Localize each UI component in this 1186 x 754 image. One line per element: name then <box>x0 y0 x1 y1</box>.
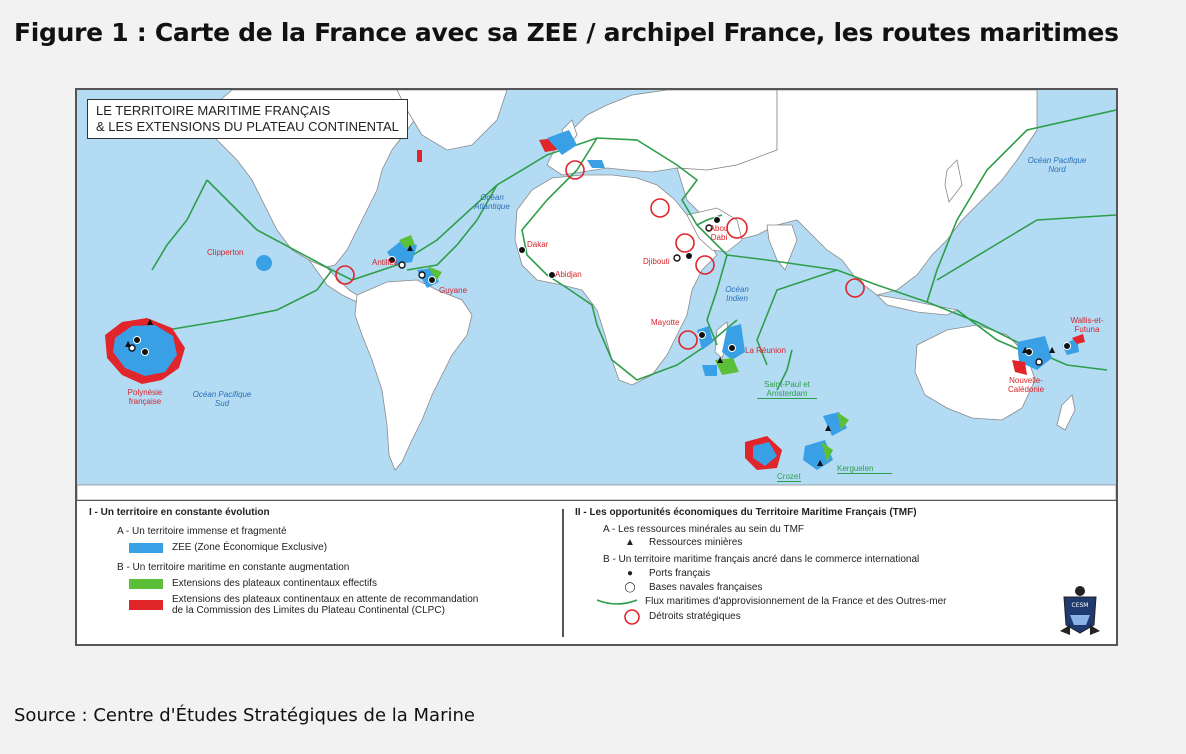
ocean-indien-label: Océan Indien <box>725 285 749 303</box>
legend-ports-text: Ports français <box>649 568 711 579</box>
legend-section-2 <box>575 507 946 626</box>
svg-text:▲: ▲ <box>817 458 824 467</box>
legend-flux-row <box>595 596 946 608</box>
clipperton-label: Clipperton <box>207 248 244 257</box>
map-drawing <box>77 90 1116 500</box>
legend-detroits-text: Détroits stratégiques <box>649 611 741 622</box>
ocean-pacifique-sud-label: Océan Pacifique Sud <box>192 390 252 408</box>
legend-sub-b: B - Un territoire maritime en constante augmentation <box>117 562 350 573</box>
legend-ports-row <box>623 568 946 579</box>
legend-ext-effectifs-row <box>129 578 478 589</box>
new-zealand <box>1057 395 1075 430</box>
ocean-atlantique-label: Océan Atlantique <box>474 193 510 211</box>
legend-ressources-text: Ressources minières <box>649 537 743 548</box>
legend-sub-a: A - Un territoire immense et fragmenté <box>117 526 287 537</box>
land-masses <box>77 90 1116 500</box>
svg-text:▲: ▲ <box>1049 345 1056 354</box>
svg-text:▲: ▲ <box>407 243 414 252</box>
greenland <box>397 90 507 150</box>
clipperton-zee <box>256 255 272 271</box>
legend-sub2-a: A - Les ressources minérales au sein du TMF <box>603 524 805 535</box>
svg-text:▲: ▲ <box>1022 345 1029 354</box>
mayotte-label: Mayotte <box>651 318 680 327</box>
legend-ext-attente-line1: Extensions des plateaux continentaux en attente de recommandation <box>172 594 479 605</box>
antarctica <box>77 485 1116 500</box>
source-caption: Source : Centre d'Études Stratégiques de la Marine <box>14 705 475 726</box>
legend-section1-title: I - Un territoire en constante évolution <box>89 507 270 518</box>
cesm-logo <box>1058 585 1102 637</box>
la-reunion-label: La Réunion <box>745 346 786 355</box>
wallis-label: Wallis-et-Futuna <box>1070 316 1104 334</box>
polynesie-label: Polynésie française <box>127 388 163 406</box>
crozet-label: Crozet <box>777 472 801 481</box>
legend-ext-effectifs-text: Extensions des plateaux continentaux effectifs <box>172 578 377 589</box>
saint-paul-label: Saint-Paul et Amsterdam <box>757 380 817 399</box>
legend-detroits-row <box>623 611 946 626</box>
abidjan-label: Abidjan <box>555 270 582 279</box>
world-map <box>77 90 1116 500</box>
route-line-icon <box>595 596 639 608</box>
legend-sub2-b: B - Un territoire maritime français ancré dans le commerce international <box>603 554 920 565</box>
legend-ressources-row <box>623 537 946 548</box>
antilles-label: Antilles <box>372 258 398 267</box>
legend-zee-row <box>129 542 478 553</box>
red-swatch <box>129 600 163 610</box>
guyane-label: Guyane <box>439 286 468 295</box>
nouvelle-caledonie-label: Nouvelle-Calédonie <box>1007 376 1045 394</box>
dakar-label: Dakar <box>527 240 549 249</box>
map-title-line2: & LES EXTENSIONS DU PLATEAU CONTINENTAL <box>96 119 399 134</box>
legend-section-1 <box>89 507 478 616</box>
svg-text:▲: ▲ <box>147 317 154 326</box>
mineral-resource-icon: ▲ <box>625 537 635 548</box>
kerguelen-label: Kerguelen <box>837 464 892 474</box>
map-title <box>87 99 408 139</box>
svg-text:▲: ▲ <box>825 423 832 432</box>
saint-pierre <box>417 150 422 162</box>
abou-dabi-label: Abou Dabi <box>709 224 729 242</box>
legend-flux-text: Flux maritimes d'approvisionnement de la France et des Outres-mer <box>645 596 947 607</box>
djibouti-label: Djibouti <box>643 257 670 266</box>
map-title-line1: LE TERRITOIRE MARITIME FRANÇAIS <box>96 103 331 118</box>
port-icon: ● <box>626 568 634 579</box>
legend <box>77 500 1116 645</box>
figure-title: Figure 1 : Carte de la France avec sa ZEE / archipel France, les routes maritimes <box>14 18 1119 47</box>
legend-zee-text: ZEE (Zone Économique Exclusive) <box>172 542 328 553</box>
legend-bases-text: Bases navales françaises <box>649 582 763 593</box>
legend-section2-title: II - Les opportunités économiques du Territoire Maritime Français (TMF) <box>575 507 917 518</box>
south-america <box>355 280 472 470</box>
svg-text:CESM: CESM <box>1071 602 1089 609</box>
strait-circle-icon <box>623 608 641 626</box>
naval-base-icon: ◯ <box>624 582 636 593</box>
tromelin-zee <box>702 365 717 376</box>
central-america <box>309 260 362 302</box>
green-swatch <box>129 579 163 589</box>
legend-ext-attente-line2: de la Commission des Limites du Plateau Continental (CLPC) <box>172 605 445 616</box>
ocean-pacifique-nord-label: Océan Pacifique Nord <box>1027 156 1087 174</box>
map-figure <box>75 88 1118 646</box>
legend-ext-attente-row <box>129 594 478 616</box>
svg-text:▲: ▲ <box>717 355 724 364</box>
legend-bases-row <box>623 582 946 593</box>
zee-swatch <box>129 543 163 553</box>
legend-divider <box>562 509 564 637</box>
svg-text:▲: ▲ <box>125 339 132 348</box>
